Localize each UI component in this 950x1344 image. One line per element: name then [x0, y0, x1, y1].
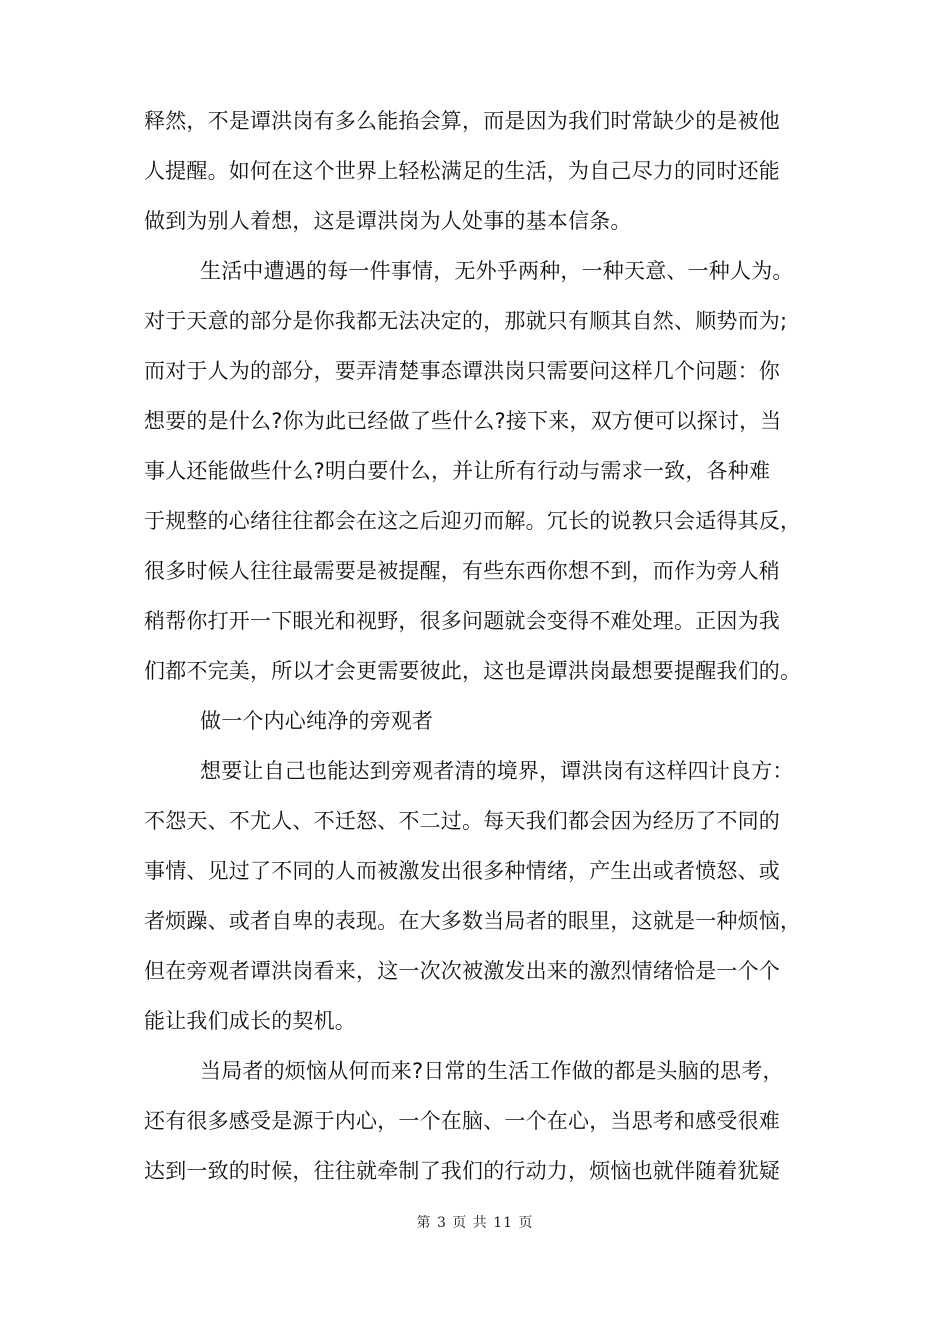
- page-footer: 第 3 页 共 11 页: [416, 1215, 534, 1231]
- text-line: 稍帮你打开一下眼光和视野，很多问题就会变得不难处理。正因为我: [144, 609, 780, 633]
- text-line: 达到一致的时候，往往就牵制了我们的行动力，烦恼也就伴随着犹疑: [144, 1159, 780, 1183]
- text-line: 不怨天、不尤人、不迁怒、不二过。每天我们都会因为经历了不同的: [144, 809, 780, 833]
- text-line: 能让我们成长的契机。: [144, 1009, 356, 1033]
- document-body: [144, 96, 824, 1196]
- text-line: 生活中遭遇的每一件事情，无外乎两种，一种天意、一种人为。: [200, 259, 794, 283]
- text-line: 们都不完美，所以才会更需要彼此，这也是谭洪岗最想要提醒我们的。: [144, 659, 802, 683]
- text-line: 人提醒。如何在这个世界上轻松满足的生活，为自己尽力的同时还能: [144, 159, 780, 183]
- text-line: 做到为别人着想，这是谭洪岗为人处事的基本信条。: [144, 209, 632, 233]
- text-line: 者烦躁、或者自卑的表现。在大多数当局者的眼里，这就是一种烦恼，: [144, 909, 802, 933]
- text-line: 做一个内心纯净的旁观者: [200, 709, 434, 733]
- text-line: 想要让自己也能达到旁观者清的境界，谭洪岗有这样四计良方：: [200, 759, 794, 783]
- text-line: 但在旁观者谭洪岗看来，这一次次被激发出来的激烈情绪恰是一个个: [144, 959, 780, 983]
- text-line: 事人还能做些什么?明白要什么，并让所有行动与需求一致，各种难: [144, 459, 771, 483]
- text-line: 当局者的烦恼从何而来?日常的生活工作做的都是头脑的思考，: [200, 1059, 784, 1083]
- text-line: 而对于人为的部分，要弄清楚事态谭洪岗只需要问这样几个问题：你: [144, 359, 780, 383]
- text-line: 释然，不是谭洪岗有多么能掐会算，而是因为我们时常缺少的是被他: [144, 109, 780, 133]
- text-line: 很多时候人往往最需要是被提醒，有些东西你想不到，而作为旁人稍: [144, 559, 780, 583]
- text-line: 还有很多感受是源于内心，一个在脑、一个在心，当思考和感受很难: [144, 1109, 780, 1133]
- text-line: 事情、见过了不同的人而被激发出很多种情绪，产生出或者愤怒、或: [144, 859, 780, 883]
- text-line: 于规整的心绪往往都会在这之后迎刃而解。冗长的说教只会适得其反，: [144, 509, 802, 533]
- text-line: 想要的是什么?你为此已经做了些什么?接下来，双方便可以探讨，当: [144, 409, 782, 433]
- text-line: 对于天意的部分是你我都无法决定的，那就只有顺其自然、顺势而为;: [144, 309, 788, 333]
